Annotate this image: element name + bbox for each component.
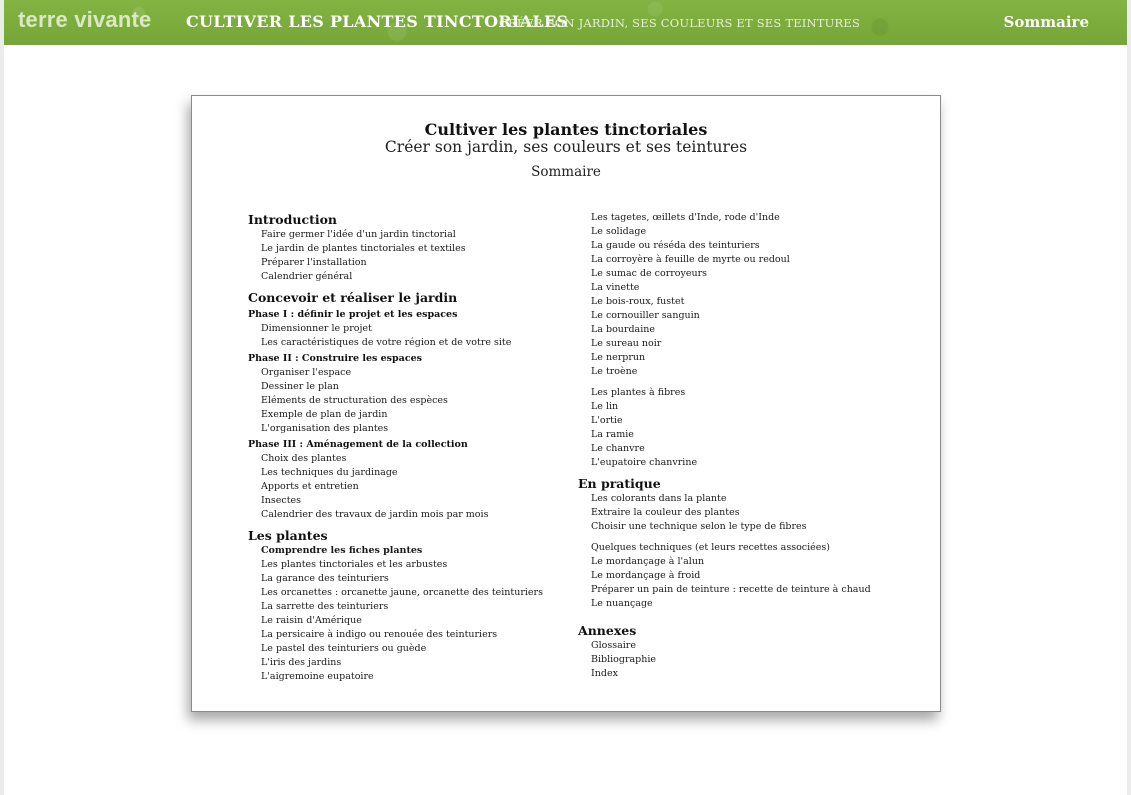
toc-entry[interactable]: Bibliographie <box>591 654 657 665</box>
sommaire-nav-link[interactable]: Sommaire <box>1003 13 1089 31</box>
toc-entry[interactable]: Le nuançage <box>591 598 653 609</box>
toc-entry[interactable]: L'ortie <box>591 415 623 426</box>
toc-entry[interactable]: Le raisin d'Amérique <box>261 615 362 626</box>
toc-entry[interactable]: Le cornouiller sanguin <box>591 310 700 321</box>
toc-entry[interactable]: Apports et entretien <box>261 481 359 492</box>
toc-entry[interactable]: Calendrier des travaux de jardin mois par mois <box>261 509 489 520</box>
toc-entry-bold[interactable]: Comprendre les fiches plantes <box>261 545 423 556</box>
toc-section-concevoir[interactable]: Concevoir et réaliser le jardin <box>248 290 458 305</box>
document-subtitle: Créer son jardin, ses couleurs et ses teintures <box>384 138 748 156</box>
toc-entry[interactable]: Choisir une technique selon le type de fibres <box>591 521 807 532</box>
toc-entry[interactable]: Choix des plantes <box>261 453 347 464</box>
toc-entry[interactable]: Les colorants dans la plante <box>591 493 727 504</box>
toc-right-column <box>578 211 928 681</box>
toc-section-plantes[interactable]: Les plantes <box>248 528 328 543</box>
toc-entry[interactable]: Organiser l'espace <box>261 367 352 378</box>
toc-entry[interactable]: Le troène <box>591 366 638 377</box>
toc-entry[interactable]: Exemple de plan de jardin <box>261 409 388 420</box>
app-frame <box>4 0 1127 795</box>
toc-entry[interactable]: La ramie <box>591 429 634 440</box>
toc-entry[interactable]: La sarrette des teinturiers <box>261 601 389 612</box>
toc-phase-2[interactable]: Phase II : Construire les espaces <box>248 353 423 364</box>
toc-section-introduction[interactable]: Introduction <box>248 212 338 227</box>
document-heading: Sommaire <box>531 164 601 180</box>
toc-entry[interactable]: Eléments de structuration des espèces <box>261 395 448 406</box>
toc-entry[interactable]: Le sureau noir <box>591 338 662 349</box>
toc-entry[interactable]: Les tagetes, œillets d'Inde, rode d'Inde <box>591 212 780 223</box>
document-title: Cultiver les plantes tinctoriales <box>424 120 708 139</box>
toc-entry[interactable]: Le sumac de corroyeurs <box>591 268 708 279</box>
toc-entry[interactable]: L'aigremoine eupatoire <box>261 671 374 682</box>
toc-entry[interactable]: Le solidage <box>591 226 647 237</box>
book-title: CULTIVER LES PLANTES TINCTORIALES <box>186 12 569 31</box>
toc-entry[interactable]: Le chanvre <box>591 443 645 454</box>
toc-entry[interactable]: La corroyère à feuille de myrte ou redoul <box>591 254 790 265</box>
toc-phase-1[interactable]: Phase I : définir le projet et les espaces <box>248 309 458 320</box>
toc-entry[interactable]: L'organisation des plantes <box>261 423 389 434</box>
toc-entry[interactable]: Le bois-roux, fustet <box>591 296 685 307</box>
toc-entry[interactable]: Le nerprun <box>591 352 646 363</box>
toc-entry[interactable]: Calendrier général <box>261 271 353 282</box>
document-page <box>191 95 941 712</box>
toc-entry[interactable]: La vinette <box>591 282 640 293</box>
toc-entry[interactable]: Les plantes tinctoriales et les arbustes <box>261 559 448 570</box>
toc-entry[interactable]: Insectes <box>261 495 302 506</box>
book-subtitle: CRÉER SON JARDIN, SES COULEURS ET SES TEINTURES <box>499 16 861 30</box>
toc-section-annexes[interactable]: Annexes <box>578 623 637 638</box>
toc-entry[interactable]: La gaude ou réséda des teinturiers <box>591 240 760 251</box>
toc-entry[interactable]: Les orcanettes : orcanette jaune, orcanette des teinturiers <box>261 587 543 598</box>
toc-entry[interactable]: Index <box>591 668 618 679</box>
toc-entry[interactable]: L'iris des jardins <box>261 657 342 668</box>
toc-entry[interactable]: Les techniques du jardinage <box>261 467 398 478</box>
brand-logo[interactable]: terre vivante <box>18 7 152 32</box>
toc-entry[interactable]: Le mordançage à froid <box>591 570 701 581</box>
toc-entry[interactable]: Faire germer l'idée d'un jardin tinctorial <box>261 229 456 240</box>
toc-left-column <box>248 212 578 684</box>
toc-entry[interactable]: La garance des teinturiers <box>261 573 389 584</box>
toc-entry[interactable]: Le pastel des teinturiers ou guède <box>261 643 427 654</box>
toc-entry[interactable]: L'eupatoire chanvrine <box>591 457 698 468</box>
toc-entry[interactable]: Préparer un pain de teinture : recette de teinture à chaud <box>591 584 871 595</box>
toc-entry[interactable]: Quelques techniques (et leurs recettes associées) <box>591 542 830 553</box>
top-bar <box>4 0 1127 45</box>
toc-entry[interactable]: Glossaire <box>591 640 636 651</box>
toc-entry[interactable]: Dessiner le plan <box>261 381 339 392</box>
toc-section-pratique[interactable]: En pratique <box>578 476 661 491</box>
toc-entry[interactable]: Dimensionner le projet <box>261 323 372 334</box>
toc-entry[interactable]: Extraire la couleur des plantes <box>591 507 740 518</box>
toc-phase-3[interactable]: Phase III : Aménagement de la collection <box>248 439 468 450</box>
toc-entry[interactable]: Les plantes à fibres <box>591 387 686 398</box>
toc-entry[interactable]: Le lin <box>591 401 619 412</box>
toc-entry[interactable]: La bourdaine <box>591 324 655 335</box>
toc-entry[interactable]: Les caractéristiques de votre région et de votre site <box>261 337 512 348</box>
toc-entry[interactable]: Le jardin de plantes tinctoriales et textiles <box>261 243 466 254</box>
toc-entry[interactable]: La persicaire à indigo ou renouée des teinturiers <box>261 629 498 640</box>
toc-entry[interactable]: Préparer l'installation <box>261 257 367 268</box>
toc-entry[interactable]: Le mordançage à l'alun <box>591 556 705 567</box>
